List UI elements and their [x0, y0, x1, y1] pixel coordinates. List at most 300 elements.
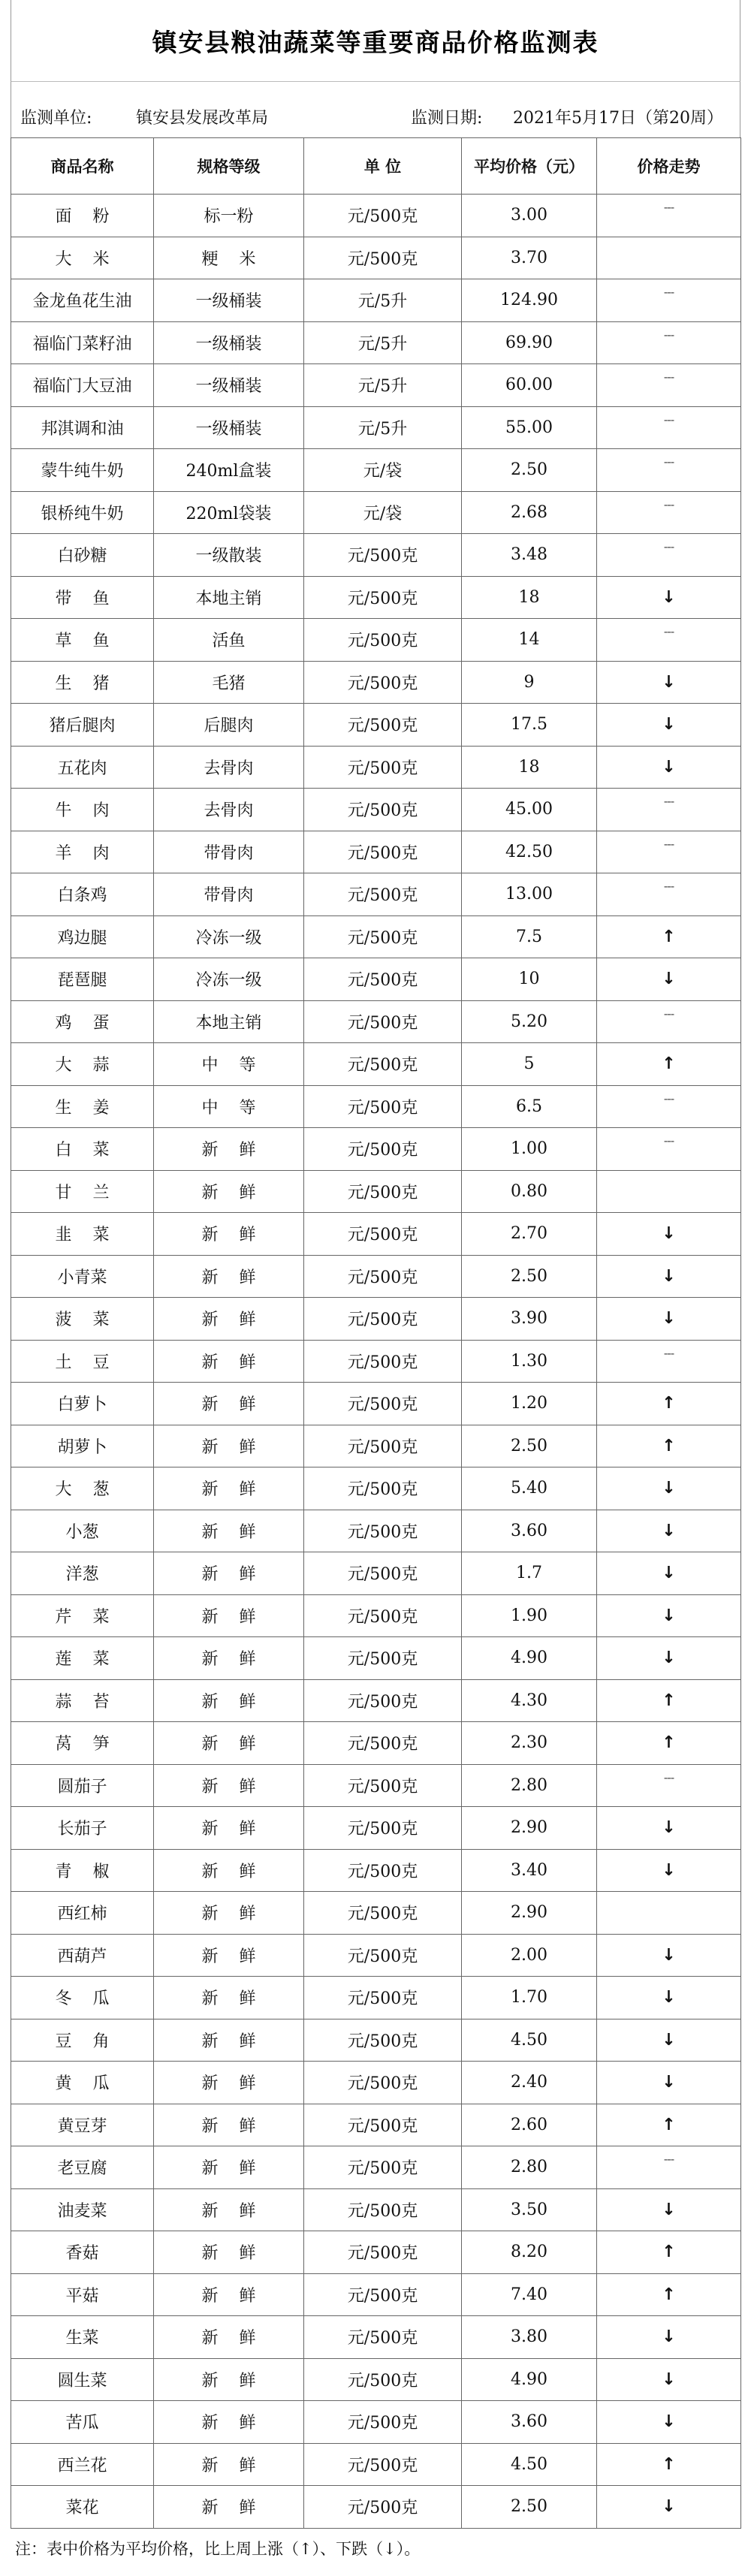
cell-name: 白萝卜	[11, 1383, 154, 1425]
cell-unit: 元/500克	[304, 915, 462, 958]
cell-name: 大 葱	[11, 1467, 154, 1510]
cell-spec: 一级散装	[154, 534, 304, 577]
arrow-up-icon: ↑	[662, 2243, 676, 2262]
cell-trend	[597, 195, 741, 237]
cell-price: 1.30	[462, 1340, 597, 1383]
cell-trend	[597, 1043, 741, 1086]
cell-price: 3.48	[462, 534, 597, 577]
cell-trend	[597, 1383, 741, 1425]
cell-unit: 元/500克	[304, 2019, 462, 2062]
cell-price: 2.30	[462, 1722, 597, 1765]
cell-price: 6.5	[462, 1085, 597, 1128]
arrow-down-icon: ↓	[662, 1818, 676, 1838]
table-row	[11, 1510, 741, 1552]
cell-trend	[597, 1510, 741, 1552]
table-row	[11, 1892, 741, 1935]
title-row	[11, 0, 740, 81]
cell-unit: 元/500克	[304, 789, 462, 831]
monitor-date-value: 2021年5月17日（第20周）	[513, 108, 723, 128]
table-header-row	[11, 138, 741, 195]
cell-spec: 冷冻一级	[154, 915, 304, 958]
table-row	[11, 2273, 741, 2316]
cell-name: 豆 角	[11, 2019, 154, 2062]
cell-spec: 新 鲜	[154, 1213, 304, 1256]
cell-unit: 元/500克	[304, 2443, 462, 2486]
cell-price: 3.40	[462, 1849, 597, 1892]
cell-unit: 元/5升	[304, 406, 462, 449]
cell-unit: 元/袋	[304, 491, 462, 534]
cell-spec: 220ml袋装	[154, 491, 304, 534]
table-row	[11, 2401, 741, 2444]
table-row	[11, 1255, 741, 1298]
cell-name: 面 粉	[11, 195, 154, 237]
table-row	[11, 1637, 741, 1680]
header-trend: 价格走势	[597, 138, 741, 195]
arrow-down-icon: ↓	[662, 672, 676, 692]
cell-name: 菜花	[11, 2486, 154, 2529]
cell-trend	[597, 1255, 741, 1298]
cell-name: 小葱	[11, 1510, 154, 1552]
cell-price: 3.70	[462, 237, 597, 279]
cell-name: 老豆腐	[11, 2146, 154, 2189]
cell-spec: 新 鲜	[154, 1849, 304, 1892]
arrow-up-icon: ↑	[662, 1054, 676, 1074]
cell-name: 圆茄子	[11, 1764, 154, 1807]
cell-price: 9	[462, 661, 597, 704]
cell-trend	[597, 237, 741, 279]
cell-unit: 元/500克	[304, 1934, 462, 1977]
table-row	[11, 237, 741, 279]
cell-trend	[597, 1128, 741, 1171]
cell-trend	[597, 2358, 741, 2401]
cell-price: 13.00	[462, 873, 597, 916]
table-row	[11, 1934, 741, 1977]
cell-unit: 元/5升	[304, 279, 462, 322]
cell-unit: 元/500克	[304, 2401, 462, 2444]
cell-price: 2.80	[462, 1764, 597, 1807]
table-row	[11, 449, 741, 492]
cell-unit: 元/500克	[304, 1043, 462, 1086]
arrow-up-icon: ↑	[662, 2454, 676, 2474]
cell-price: 2.50	[462, 1425, 597, 1467]
table-row	[11, 1425, 741, 1467]
cell-spec: 一级桶装	[154, 321, 304, 364]
cell-price: 4.50	[462, 2443, 597, 2486]
cell-trend	[597, 1594, 741, 1637]
table-row	[11, 364, 741, 407]
cell-spec: 新 鲜	[154, 2486, 304, 2529]
cell-unit: 元/500克	[304, 1340, 462, 1383]
cell-price: 18	[462, 746, 597, 789]
cell-price: 2.50	[462, 1255, 597, 1298]
cell-price: 7.40	[462, 2273, 597, 2316]
cell-trend	[597, 1085, 741, 1128]
cell-spec: 一级桶装	[154, 406, 304, 449]
table-row	[11, 576, 741, 619]
arrow-down-icon: ↓	[662, 715, 676, 734]
cell-price: 2.70	[462, 1213, 597, 1256]
cell-name: 生 猪	[11, 661, 154, 704]
arrow-down-icon: ↓	[662, 970, 676, 989]
table-row	[11, 2188, 741, 2231]
table-row	[11, 619, 741, 662]
cell-spec: 新 鲜	[154, 1892, 304, 1935]
table-row	[11, 2019, 741, 2062]
cell-price: 2.80	[462, 2146, 597, 2189]
cell-unit: 元/500克	[304, 2316, 462, 2359]
arrow-down-icon: ↓	[662, 1860, 676, 1880]
cell-price: 1.20	[462, 1383, 597, 1425]
cell-trend	[597, 1170, 741, 1213]
cell-spec: 新 鲜	[154, 2062, 304, 2104]
flat-dash-icon: ---	[663, 327, 674, 342]
cell-spec: 去骨肉	[154, 789, 304, 831]
cell-unit: 元/500克	[304, 619, 462, 662]
cell-unit: 元/500克	[304, 1128, 462, 1171]
cell-name: 生菜	[11, 2316, 154, 2359]
cell-name: 苦瓜	[11, 2401, 154, 2444]
arrow-down-icon: ↓	[662, 2073, 676, 2092]
arrow-down-icon: ↓	[662, 2327, 676, 2347]
cell-trend	[597, 661, 741, 704]
table-row	[11, 958, 741, 1001]
flat-dash-icon: ---	[663, 1345, 674, 1360]
cell-unit: 元/500克	[304, 534, 462, 577]
cell-unit: 元/500克	[304, 704, 462, 747]
cell-spec: 新 鲜	[154, 1255, 304, 1298]
cell-name: 黄 瓜	[11, 2062, 154, 2104]
spacer-row	[11, 81, 740, 95]
cell-spec: 新 鲜	[154, 2019, 304, 2062]
cell-trend	[597, 1298, 741, 1341]
cell-spec: 新 鲜	[154, 2358, 304, 2401]
table-row	[11, 1679, 741, 1722]
cell-unit: 元/500克	[304, 873, 462, 916]
cell-trend	[597, 2146, 741, 2189]
arrow-up-icon: ↑	[662, 2285, 676, 2304]
cell-spec: 新 鲜	[154, 1764, 304, 1807]
cell-name: 土 豆	[11, 1340, 154, 1383]
cell-unit: 元/500克	[304, 1637, 462, 1680]
table-row	[11, 1340, 741, 1383]
cell-price: 2.90	[462, 1807, 597, 1850]
cell-name: 胡萝卜	[11, 1425, 154, 1467]
cell-spec: 新 鲜	[154, 1807, 304, 1850]
cell-name: 西葫芦	[11, 1934, 154, 1977]
table-row	[11, 2231, 741, 2274]
cell-trend	[597, 958, 741, 1001]
cell-spec: 新 鲜	[154, 1977, 304, 2019]
cell-spec: 标一粉	[154, 195, 304, 237]
table-row	[11, 1977, 741, 2019]
table-row	[11, 534, 741, 577]
info-row	[11, 95, 740, 137]
cell-spec: 本地主销	[154, 576, 304, 619]
cell-price: 2.00	[462, 1934, 597, 1977]
header-unit: 单 位	[304, 138, 462, 195]
cell-price: 2.40	[462, 2062, 597, 2104]
flat-dash-icon: ---	[663, 879, 674, 894]
cell-name: 猪后腿肉	[11, 704, 154, 747]
cell-spec: 粳 米	[154, 237, 304, 279]
cell-spec: 带骨肉	[154, 831, 304, 873]
cell-spec: 新 鲜	[154, 1425, 304, 1467]
cell-price: 5.40	[462, 1467, 597, 1510]
cell-price: 8.20	[462, 2231, 597, 2274]
cell-trend	[597, 2062, 741, 2104]
cell-name: 金龙鱼花生油	[11, 279, 154, 322]
cell-unit: 元/500克	[304, 1722, 462, 1765]
cell-name: 生 姜	[11, 1085, 154, 1128]
cell-trend	[597, 2401, 741, 2444]
cell-unit: 元/500克	[304, 237, 462, 279]
cell-unit: 元/500克	[304, 1425, 462, 1467]
cell-trend	[597, 831, 741, 873]
cell-name: 黄豆芽	[11, 2104, 154, 2146]
cell-price: 55.00	[462, 406, 597, 449]
cell-name: 蒙牛纯牛奶	[11, 449, 154, 492]
cell-unit: 元/袋	[304, 449, 462, 492]
table-row	[11, 1085, 741, 1128]
cell-spec: 中 等	[154, 1043, 304, 1086]
page-title: 镇安县粮油蔬菜等重要商品价格监测表	[152, 27, 599, 57]
table-row	[11, 1128, 741, 1171]
arrow-up-icon: ↑	[662, 1691, 676, 1710]
cell-name: 牛 肉	[11, 789, 154, 831]
cell-trend	[597, 1213, 741, 1256]
cell-trend	[597, 2188, 741, 2231]
monitor-unit-value: 镇安县发展改革局	[136, 108, 269, 128]
cell-name: 银桥纯牛奶	[11, 491, 154, 534]
cell-trend	[597, 746, 741, 789]
cell-spec: 中 等	[154, 1085, 304, 1128]
cell-trend	[597, 2273, 741, 2316]
cell-unit: 元/500克	[304, 1298, 462, 1341]
flat-dash-icon: ---	[663, 624, 674, 639]
cell-price: 3.80	[462, 2316, 597, 2359]
cell-price: 3.00	[462, 195, 597, 237]
cell-unit: 元/500克	[304, 1807, 462, 1850]
cell-spec: 一级桶装	[154, 279, 304, 322]
cell-price: 17.5	[462, 704, 597, 747]
cell-spec: 新 鲜	[154, 1170, 304, 1213]
cell-price: 18	[462, 576, 597, 619]
flat-dash-icon: ---	[663, 794, 674, 809]
cell-spec: 新 鲜	[154, 2273, 304, 2316]
cell-name: 鸡边腿	[11, 915, 154, 958]
flat-dash-icon: ---	[663, 200, 674, 215]
cell-spec: 新 鲜	[154, 2188, 304, 2231]
cell-name: 白条鸡	[11, 873, 154, 916]
cell-unit: 元/500克	[304, 2104, 462, 2146]
cell-price: 2.60	[462, 2104, 597, 2146]
cell-unit: 元/5升	[304, 321, 462, 364]
cell-trend	[597, 2486, 741, 2529]
table-row	[11, 1722, 741, 1765]
table-row	[11, 873, 741, 916]
cell-name: 甘 兰	[11, 1170, 154, 1213]
cell-price: 5.20	[462, 1000, 597, 1043]
cell-price: 4.30	[462, 1679, 597, 1722]
cell-trend	[597, 1977, 741, 2019]
cell-price: 14	[462, 619, 597, 662]
cell-name: 韭 菜	[11, 1213, 154, 1256]
table-row	[11, 1170, 741, 1213]
cell-name: 邦淇调和油	[11, 406, 154, 449]
cell-trend	[597, 2316, 741, 2359]
cell-spec: 新 鲜	[154, 1510, 304, 1552]
table-row	[11, 1298, 741, 1341]
cell-price: 2.50	[462, 449, 597, 492]
arrow-up-icon: ↑	[662, 1733, 676, 1753]
arrow-down-icon: ↓	[662, 1479, 676, 1498]
flat-dash-icon: ---	[663, 370, 674, 385]
cell-price: 60.00	[462, 364, 597, 407]
cell-name: 油麦菜	[11, 2188, 154, 2231]
cell-spec: 毛猪	[154, 661, 304, 704]
flat-dash-icon: ---	[663, 1006, 674, 1021]
cell-trend	[597, 406, 741, 449]
cell-price: 3.90	[462, 1298, 597, 1341]
cell-trend	[597, 2019, 741, 2062]
cell-unit: 元/500克	[304, 2273, 462, 2316]
arrow-down-icon: ↓	[662, 1224, 676, 1244]
cell-unit: 元/500克	[304, 1510, 462, 1552]
table-row	[11, 1807, 741, 1850]
table-row	[11, 195, 741, 237]
cell-price: 5	[462, 1043, 597, 1086]
cell-price: 45.00	[462, 789, 597, 831]
cell-trend	[597, 534, 741, 577]
cell-name: 芹 菜	[11, 1594, 154, 1637]
cell-price: 3.60	[462, 1510, 597, 1552]
cell-unit: 元/500克	[304, 2146, 462, 2189]
arrow-down-icon: ↓	[662, 1266, 676, 1286]
cell-unit: 元/500克	[304, 1085, 462, 1128]
arrow-up-icon: ↑	[662, 927, 676, 946]
cell-unit: 元/500克	[304, 1213, 462, 1256]
cell-name: 草 鱼	[11, 619, 154, 662]
cell-unit: 元/500克	[304, 958, 462, 1001]
arrow-up-icon: ↑	[662, 1436, 676, 1455]
cell-spec: 本地主销	[154, 1000, 304, 1043]
cell-spec: 活鱼	[154, 619, 304, 662]
cell-name: 圆生菜	[11, 2358, 154, 2401]
cell-trend	[597, 2104, 741, 2146]
arrow-down-icon: ↓	[662, 2200, 676, 2219]
cell-name: 平菇	[11, 2273, 154, 2316]
cell-price: 124.90	[462, 279, 597, 322]
flat-dash-icon: ---	[663, 1769, 674, 1784]
cell-name: 小青菜	[11, 1255, 154, 1298]
cell-price: 1.00	[462, 1128, 597, 1171]
cell-spec: 带骨肉	[154, 873, 304, 916]
cell-price: 42.50	[462, 831, 597, 873]
table-row	[11, 1383, 741, 1425]
header-price: 平均价格（元）	[462, 138, 597, 195]
flat-dash-icon: ---	[663, 412, 674, 427]
cell-spec: 新 鲜	[154, 2443, 304, 2486]
cell-spec: 新 鲜	[154, 1383, 304, 1425]
table-row	[11, 406, 741, 449]
arrow-up-icon: ↑	[662, 1394, 676, 1413]
cell-price: 69.90	[462, 321, 597, 364]
flat-dash-icon: ---	[663, 1133, 674, 1148]
cell-spec: 新 鲜	[154, 2316, 304, 2359]
cell-spec: 新 鲜	[154, 1722, 304, 1765]
cell-trend	[597, 1934, 741, 1977]
cell-price: 1.70	[462, 1977, 597, 2019]
cell-spec: 新 鲜	[154, 1637, 304, 1680]
cell-unit: 元/500克	[304, 1000, 462, 1043]
table-row	[11, 2316, 741, 2359]
table-row	[11, 1552, 741, 1595]
cell-trend	[597, 1892, 741, 1935]
flat-dash-icon: ---	[663, 285, 674, 300]
table-row	[11, 1764, 741, 1807]
cell-spec: 新 鲜	[154, 1298, 304, 1341]
cell-unit: 元/500克	[304, 1977, 462, 2019]
table-row	[11, 321, 741, 364]
cell-name: 福临门菜籽油	[11, 321, 154, 364]
cell-spec: 新 鲜	[154, 2146, 304, 2189]
cell-spec: 新 鲜	[154, 1594, 304, 1637]
cell-spec: 240ml盒装	[154, 449, 304, 492]
table-row	[11, 2486, 741, 2529]
cell-trend	[597, 449, 741, 492]
cell-trend	[597, 1000, 741, 1043]
cell-price: 0.80	[462, 1170, 597, 1213]
table-row	[11, 2104, 741, 2146]
table-row	[11, 1000, 741, 1043]
cell-unit: 元/500克	[304, 2486, 462, 2529]
cell-unit: 元/500克	[304, 831, 462, 873]
cell-trend	[597, 789, 741, 831]
cell-unit: 元/500克	[304, 661, 462, 704]
cell-name: 洋葱	[11, 1552, 154, 1595]
table-row	[11, 2062, 741, 2104]
cell-name: 西红柿	[11, 1892, 154, 1935]
cell-trend	[597, 576, 741, 619]
cell-price: 7.5	[462, 915, 597, 958]
cell-spec: 新 鲜	[154, 2401, 304, 2444]
cell-spec: 去骨肉	[154, 746, 304, 789]
table-row	[11, 1594, 741, 1637]
cell-trend	[597, 1764, 741, 1807]
flat-dash-icon: ---	[663, 454, 674, 469]
cell-name: 大 蒜	[11, 1043, 154, 1086]
price-sheet	[11, 0, 740, 2568]
cell-trend	[597, 915, 741, 958]
cell-unit: 元/500克	[304, 2188, 462, 2231]
arrow-down-icon: ↓	[662, 2369, 676, 2389]
table-row	[11, 1849, 741, 1892]
cell-price: 1.90	[462, 1594, 597, 1637]
cell-unit: 元/500克	[304, 2062, 462, 2104]
arrow-down-icon: ↓	[662, 1648, 676, 1668]
arrow-down-icon: ↓	[662, 757, 676, 777]
cell-trend	[597, 1340, 741, 1383]
cell-price: 4.50	[462, 2019, 597, 2062]
table-row	[11, 1043, 741, 1086]
cell-price: 2.90	[462, 1892, 597, 1935]
cell-unit: 元/500克	[304, 2358, 462, 2401]
table-row	[11, 661, 741, 704]
cell-trend	[597, 321, 741, 364]
cell-name: 香菇	[11, 2231, 154, 2274]
cell-name: 大 米	[11, 237, 154, 279]
cell-name: 长茄子	[11, 1807, 154, 1850]
